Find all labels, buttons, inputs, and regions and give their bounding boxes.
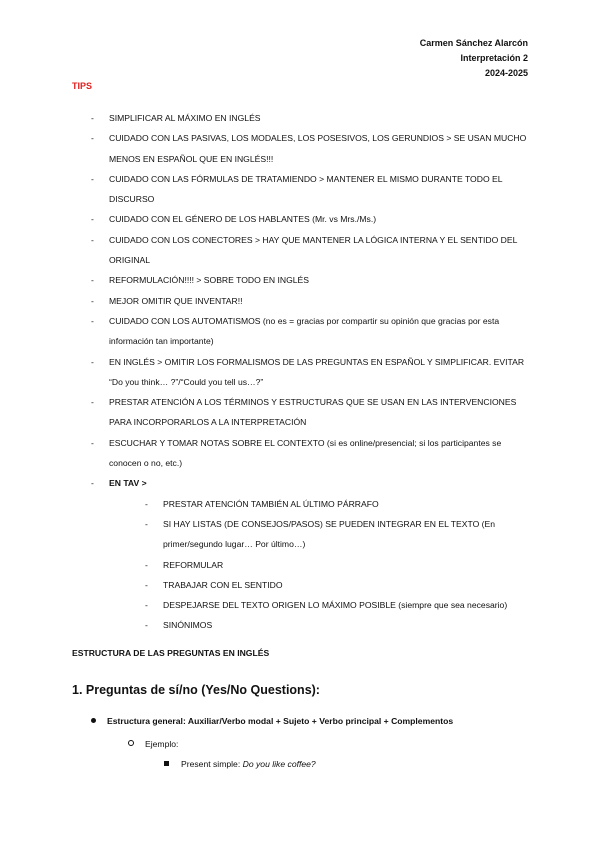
- tip-item-tav: [91, 473, 531, 635]
- tips-list: [91, 108, 531, 636]
- structure-text: Estructura general: Auxiliar/Verbo modal + Sujeto + Verbo principal + Complementos: [107, 716, 454, 726]
- tav-item: - TRABAJAR CON EL SENTIDO: [145, 575, 531, 595]
- tav-sub-list: [109, 494, 531, 636]
- tip-item: - CUIDADO CON LOS AUTOMATISMOS (no es = gracias por compartir su opinión que gracias por esta información tan importante): [91, 311, 531, 352]
- example-label: Ejemplo:: [145, 739, 179, 749]
- square-bullet-icon: [164, 761, 169, 766]
- tip-item: - EN INGLÉS > OMITIR LOS FORMALISMOS DE LAS PREGUNTAS EN ESPAÑOL Y SIMPLIFICAR. EVITAR “Do you think… ?”/“Could you tell us…?”: [91, 352, 531, 393]
- tip-item: - CUIDADO CON LAS FÓRMULAS DE TRATAMIENDO > MANTENER EL MISMO DURANTE TODO EL DISCURSO: [91, 169, 531, 210]
- tav-item: - SI HAY LISTAS (DE CONSEJOS/PASOS) SE PUEDEN INTEGRAR EN EL TEXTO (En primer/segundo lugar… Por último…): [145, 514, 531, 555]
- tav-item: - DESPEJARSE DEL TEXTO ORIGEN LO MÁXIMO POSIBLE (siempre que sea necesario): [145, 595, 531, 615]
- tav-item: - REFORMULAR: [145, 555, 531, 575]
- tip-item: - PRESTAR ATENCIÓN A LOS TÉRMINOS Y ESTRUCTURAS QUE SE USAN EN LAS INTERVENCIONES PARA INCORPORARLOS A LA INTERPRETACIÓN: [91, 392, 531, 433]
- hollow-bullet-icon: [128, 740, 134, 746]
- tip-item: - CUIDADO CON LAS PASIVAS, LOS MODALES, LOS POSESIVOS, LOS GERUNDIOS > SE USAN MUCHO MENOS EN ESPAÑOL QUE EN INGLÉS!!!: [91, 128, 531, 169]
- section-heading: 1. Preguntas de sí/no (Yes/No Questions):: [72, 683, 320, 697]
- tip-item: - CUIDADO CON EL GÉNERO DE LOS HABLANTES (Mr. vs Mrs./Ms.): [91, 209, 531, 229]
- tav-label: EN TAV >: [109, 478, 147, 489]
- tav-item: - SINÓNIMOS: [145, 615, 531, 635]
- example-line: [128, 739, 178, 749]
- structure-line: [91, 716, 453, 726]
- tip-item: - SIMPLIFICAR AL MÁXIMO EN INGLÉS: [91, 108, 531, 128]
- academic-year: 2024-2025: [484, 68, 528, 78]
- example-sentence: Do you like coffee?: [242, 759, 316, 769]
- author-name: Carmen Sánchez Alarcón: [419, 38, 528, 48]
- example-tense: Present simple:: [181, 759, 241, 769]
- tip-item: - MEJOR OMITIR QUE INVENTAR!!: [91, 291, 531, 311]
- tav-item: - PRESTAR ATENCIÓN TAMBIÉN AL ÚLTIMO PÁRRAFO: [145, 494, 531, 514]
- example-item: [164, 759, 316, 769]
- document-header: [420, 36, 528, 81]
- tip-item: - CUIDADO CON LOS CONECTORES > HAY QUE MANTENER LA LÓGICA INTERNA Y EL SENTIDO DEL ORIGINAL: [91, 230, 531, 271]
- tip-item: - REFORMULACIÓN!!!! > SOBRE TODO EN INGLÉS: [91, 270, 531, 290]
- tips-title: TIPS: [72, 81, 93, 91]
- section-title: ESTRUCTURA DE LAS PREGUNTAS EN INGLÉS: [72, 648, 270, 658]
- filled-bullet-icon: [91, 718, 96, 723]
- course-name: Interpretación 2: [460, 53, 528, 63]
- tip-item: - ESCUCHAR Y TOMAR NOTAS SOBRE EL CONTEXTO (si es online/presencial; si los participantes se conocen o no, etc.): [91, 433, 531, 474]
